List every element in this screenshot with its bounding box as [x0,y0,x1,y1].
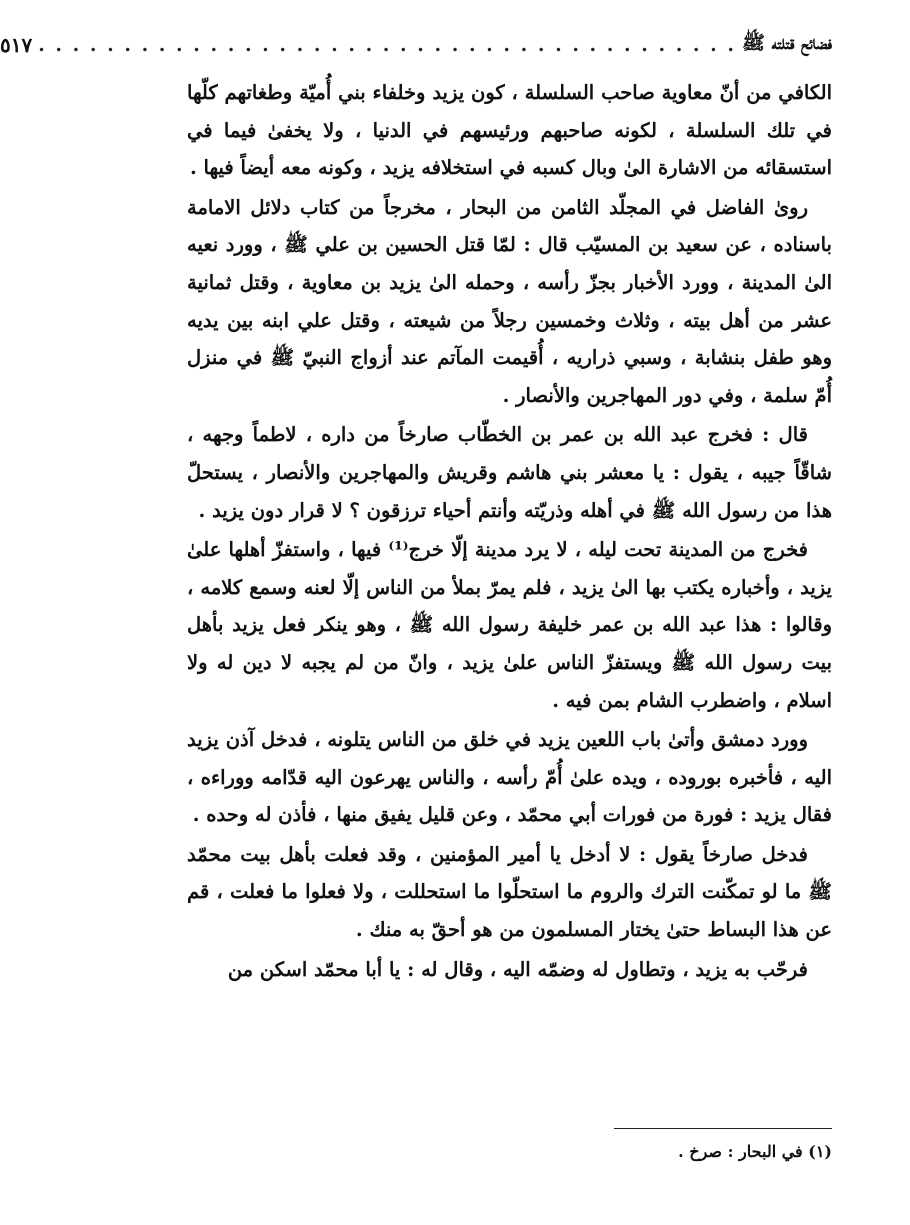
page-number: ٥١٧ [0,33,33,57]
paragraph-4: فخرج من المدينة تحت ليله ، لا يرد مدينة إلّا خرج⁽¹⁾ فيها ، واستفزّ أهلها علىٰ يزيد ، وأخباره يكتب بها الىٰ يزيد ، فلم يمرّ بملأ من الناس إلّا لعنه وسمع كلامه ، وقالوا : هذا عبد الله بن عمر خليفة رسول الله ﷺ ، وهو ينكر فعل يزيد بأهل بيت رسول الله ﷺ ويستفزّ الناس علىٰ يزيد ، وانّ من لم يجبه لا دين له ولا اسلام ، واضطرب الشام بمن فيه . [187,538,832,712]
footnote: (١) في البحار : صرخ . [678,1142,832,1161]
paragraph-5: وورد دمشق وأتىٰ باب اللعين يزيد في خلق من الناس يتلونه ، فدخل آذن يزيد اليه ، فأخبره بوروده ، ويده علىٰ أُمّ رأسه ، والناس يهرعون اليه قدّامه ووراءه ، فقال يزيد : فورة من فورات أبي محمّد ، وعن قليل يفيق منها ، فأذن له وحده . [187,728,832,827]
paragraph-2: روىٰ الفاضل في المجلّد الثامن من البحار ، مخرجاً من كتاب دلائل الامامة باسناده ، عن سعيد بن المسيّب قال : لمّا قتل الحسين بن علي ﷺ ، وورد نعيه الىٰ المدينة ، وورد الأخبار بجزّ رأسه ، وحمله الىٰ يزيد بن معاوية ، وقتل ثمانية عشر من أهل بيته ، وثلاث وخمسين رجلاً من شيعته ، وقتل علي ابنه بين يديه وهو طفل بنشابة ، وسبي ذراريه ، أُقيمت المآتم عند أزواج النبيّ ﷺ في منزل أُمّ سلمة ، وفي دور المهاجرين والأنصار . [187,195,832,407]
running-header [0,30,832,60]
body-text [187,74,832,990]
paragraph-7: فرحّب به يزيد ، وتطاول له وضمّه اليه ، وقال له : يا أبا محمّد اسكن من [227,957,808,981]
paragraph-3: قال : فخرج عبد الله بن عمر بن الخطّاب صارخاً من داره ، لاطماً وجهه ، شاقّاً جيبه ، يقول : يا معشر بني هاشم وقريش والمهاجرين والأنصار ، يستحلّ هذا من رسول الله ﷺ في أهله وذريّته وأنتم أحياء ترزقون ؟ لا قرار دون يزيد . [187,423,832,522]
header-title: فضائح قتلته ﷺ [742,32,832,54]
footnote-divider [614,1128,832,1129]
paragraph-1: الكافي من أنّ معاوية صاحب السلسلة ، كون يزيد وخلفاء بني أُميّة وطغاتهم كلّها في تلك السلسلة ، لكونه صاحبهم ورئيسهم في الدنيا ، ولا يخفىٰ فيما في استسقائه من الاشارة الىٰ وبال كسبه في استخلافه يزيد ، وكونه معه أيضاً فيها . [187,81,832,180]
header-leader-dots: . . . . . . . . . . . . . . . . . . . . . . . . . . . . . . . . . . . . . . . . . [38,34,736,56]
paragraph-6: فدخل صارخاً يقول : لا أدخل يا أمير المؤمنين ، وقد فعلت بأهل بيت محمّد ﷺ ما لو تمكّنت الترك والروم ما استحلّوا ما استحللت ، ولا فعلوا ما فعلت ، قم عن هذا البساط حتىٰ يختار المسلمون من هو أحقّ به منك . [187,842,832,942]
